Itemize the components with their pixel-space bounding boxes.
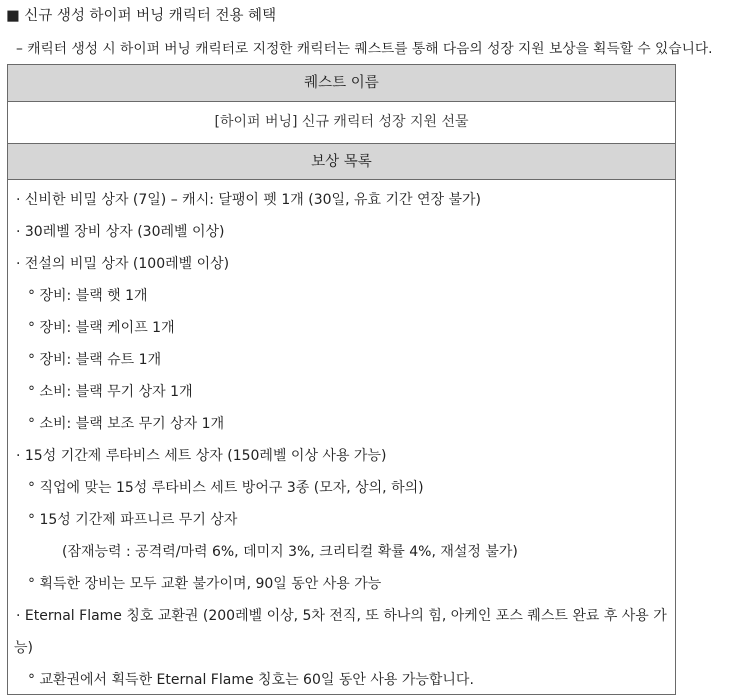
reward-list-header: 보상 목록 [8,144,675,180]
reward-detail: (잠재능력 : 공격력/마력 6%, 데미지 3%, 크리티컬 확률 4%, 재설정 불가) [62,544,518,560]
section-title: ■ 신규 생성 하이퍼 버닝 캐릭터 전용 혜택 [6,8,277,24]
quest-name-value: [하이퍼 버닝] 신규 캐릭터 성장 지원 선물 [8,102,675,144]
reward-subitem: ° 장비: 블랙 햇 1개 [28,288,148,304]
reward-item: · 30레벨 장비 상자 (30레벨 이상) [16,224,225,240]
reward-item: · Eternal Flame 칭호 교환권 (200레벨 이상, 5차 전직, 또 하나의 힘, 아케인 포스 퀘스트 완료 후 사용 가 [16,608,667,624]
reward-subitem: ° 장비: 블랙 슈트 1개 [28,352,162,368]
reward-subitem: ° 교환권에서 획득한 Eternal Flame 칭호는 60일 동안 사용 가능합니다. [28,672,474,688]
reward-item: · 신비한 비밀 상자 (7일) – 캐시: 달팽이 펫 1개 (30일, 유효 기간 연장 불가) [16,192,481,208]
reward-subitem: ° 직업에 맞는 15성 루타비스 세트 방어구 3종 (모자, 상의, 하의) [28,480,424,496]
reward-item: · 전설의 비밀 상자 (100레벨 이상) [16,256,230,272]
reward-subitem: ° 소비: 블랙 무기 상자 1개 [28,384,193,400]
section-description: – 캐릭터 생성 시 하이퍼 버닝 캐릭터로 지정한 캐릭터는 퀘스트를 통해 다음의 성장 지원 보상을 획득할 수 있습니다. [16,41,713,57]
reward-subitem: ° 15성 기간제 파프니르 무기 상자 [28,512,238,528]
reward-subitem: ° 소비: 블랙 보조 무기 상자 1개 [28,416,225,432]
reward-list [8,180,675,694]
quest-name-header: 퀘스트 이름 [8,65,675,102]
quest-reward-table [7,64,676,695]
reward-subitem: ° 획득한 장비는 모두 교환 불가이며, 90일 동안 사용 가능 [28,576,382,592]
reward-item: · 15성 기간제 루타비스 세트 상자 (150레벨 이상 사용 가능) [16,448,387,464]
reward-subitem: ° 장비: 블랙 케이프 1개 [28,320,175,336]
reward-item-continued: 능) [14,640,33,656]
